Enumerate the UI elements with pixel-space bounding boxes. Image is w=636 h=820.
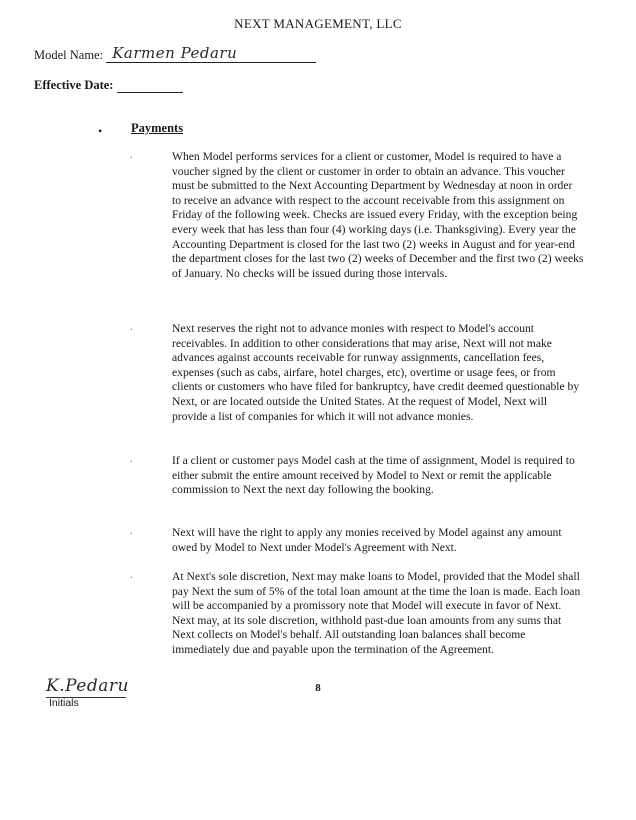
company-header: NEXT MANAGEMENT, LLC <box>234 16 402 31</box>
paragraph-marker: . <box>130 454 133 465</box>
paragraph-marker: . <box>130 150 133 161</box>
model-name-signature: Karmen Pedaru <box>112 44 238 62</box>
effective-date-blank-line <box>117 80 183 93</box>
initials-signature: K.Pedaru <box>46 676 129 696</box>
effective-date-row <box>34 78 183 93</box>
effective-date-label: Effective Date: <box>34 78 114 92</box>
paragraph-marker: . <box>130 526 133 537</box>
paragraph-marker: . <box>130 570 133 581</box>
model-name-label: Model Name: <box>34 48 104 62</box>
section-title-payments: Payments <box>131 121 184 135</box>
initials-label: Initials <box>49 697 79 709</box>
paragraph-marker: . <box>130 322 133 333</box>
page-number: 8 <box>315 682 321 694</box>
paragraph-loans: At Next's sole discretion, Next may make loans to Model, provided that the Model shall pay Next the sum of 5% of the total loan amount at the time the loan is made. Each loan will be accompanied by a promissory note that Model will execute in favor of Next. Next may, at its sole discretion, withhold past-due loan amounts from any sums that Next collects on Model's behalf. All outstanding loan balances shall become immediately due and payable upon the termination of the Agreement. <box>172 570 581 656</box>
paragraph-cash-payments: If a client or customer pays Model cash at the time of assignment, Model is required to either submit the entire amount received by Model to Next or remit the applicable commission to Next the next day following the booking. <box>172 454 575 497</box>
paragraph-vouchers: When Model performs services for a client or customer, Model is required to have a voucher signed by the client or customer in order to obtain an advance. This voucher must be submitted to the Next Accounting Department by Wednesday at noon in order to receive an advance with respect to the account receivable from this assignment on Friday of the following week. Checks are issued every Friday, with the exception being every week that has less than four (4) working days (i.e. Thanksgiving). Every year the Accounting Department is closed for the last two (2) weeks in August and for year-end the department closes for the last two (2) weeks of December and the first two (2) weeks of January. No checks will be issued during those intervals. <box>172 150 584 280</box>
paragraph-advance-rights: Next reserves the right not to advance monies with respect to Model's account receivables. In addition to other considerations that may arise, Next will not make advances against accounts receivable for runway assignments, cancellation fees, expenses (such as cabs, airfare, hotel charges, etc), overtime or usage fees, or from clients or customers who have filed for bankruptcy, have credit deemed questionable by Next, or are located outside the United States. At the request of Model, Next will provide a list of companies for which it will not advance monies. <box>172 322 580 423</box>
section-bullet: • <box>98 124 103 138</box>
paragraph-apply-monies: Next will have the right to apply any monies received by Model against any amount owed by Model to Next under Model's Agreement with Next. <box>172 526 562 554</box>
model-name-signature-line <box>106 44 316 63</box>
model-name-row <box>34 44 316 63</box>
